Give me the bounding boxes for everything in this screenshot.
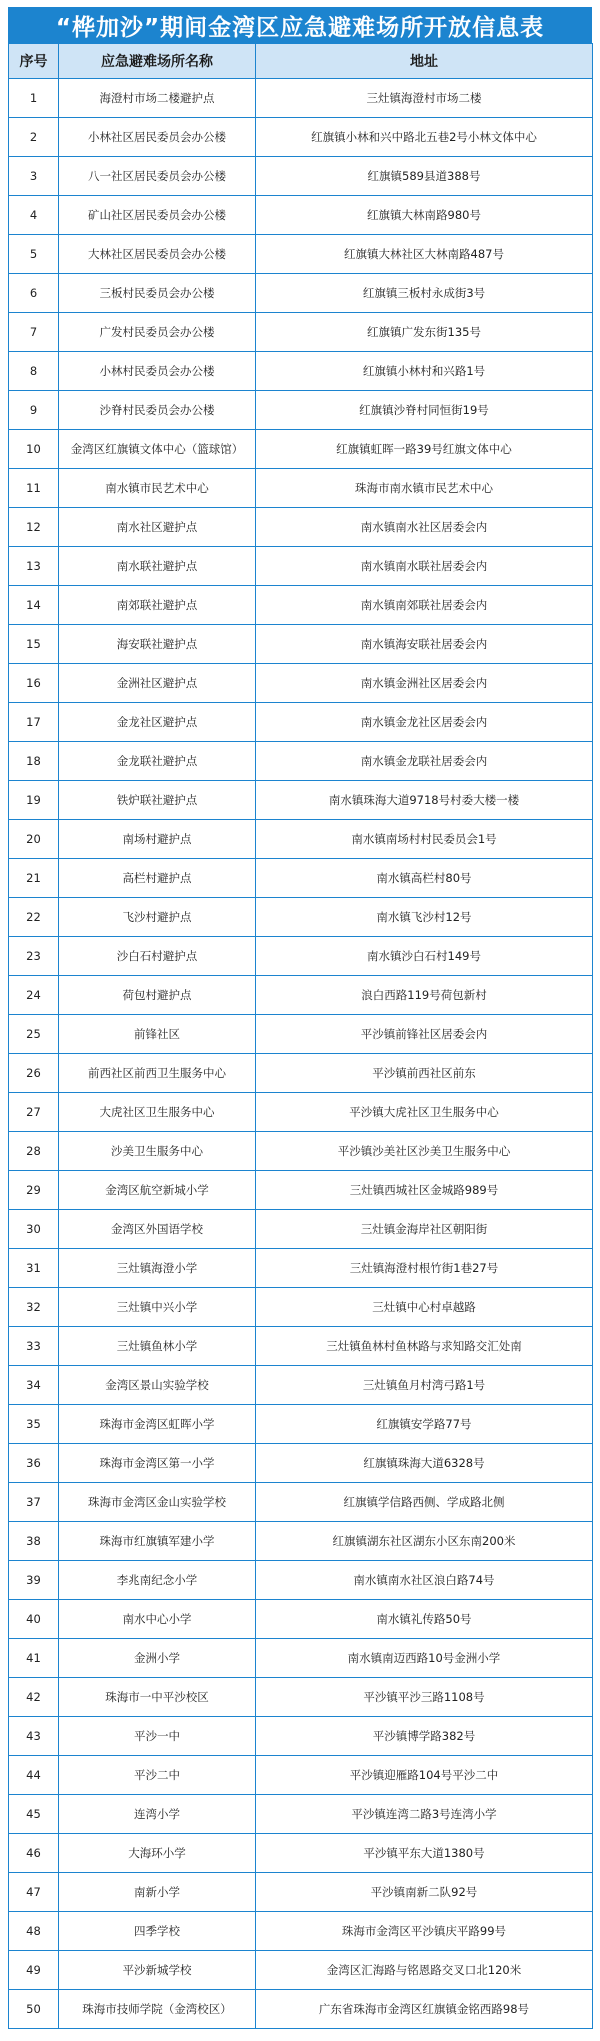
row-number: 45: [9, 1795, 59, 1834]
table-row: [9, 235, 593, 274]
table-row: [9, 469, 593, 508]
table-row: [9, 664, 593, 703]
shelter-name: 珠海市金湾区第一小学: [59, 1444, 256, 1483]
shelter-address: 红旗镇沙脊村同恒街19号: [256, 391, 593, 430]
row-number: 42: [9, 1678, 59, 1717]
shelter-name: 矿山社区居民委员会办公楼: [59, 196, 256, 235]
shelter-address: 红旗镇大林南路980号: [256, 196, 593, 235]
row-number: 49: [9, 1951, 59, 1990]
table-row: [9, 742, 593, 781]
shelter-address: 南水镇沙白石村149号: [256, 937, 593, 976]
shelter-address: 南水镇南水联社居委会内: [256, 547, 593, 586]
shelter-address: 红旗镇广发东街135号: [256, 313, 593, 352]
shelter-address: 南水镇海安联社居委会内: [256, 625, 593, 664]
shelter-name: 连湾小学: [59, 1795, 256, 1834]
table-header-row: [9, 44, 593, 79]
shelter-address: 红旗镇虹晖一路39号红旗文体中心: [256, 430, 593, 469]
shelter-address: 平沙镇南新二队92号: [256, 1873, 593, 1912]
row-number: 24: [9, 976, 59, 1015]
shelter-address: 平沙镇连湾二路3号连湾小学: [256, 1795, 593, 1834]
table-row: [9, 547, 593, 586]
shelter-name: 李兆南纪念小学: [59, 1561, 256, 1600]
shelter-name: 沙白石村避护点: [59, 937, 256, 976]
shelter-address: 红旗镇小林村和兴路1号: [256, 352, 593, 391]
row-number: 16: [9, 664, 59, 703]
row-number: 14: [9, 586, 59, 625]
table-row: [9, 1015, 593, 1054]
row-number: 46: [9, 1834, 59, 1873]
shelter-name: 高栏村避护点: [59, 859, 256, 898]
row-number: 3: [9, 157, 59, 196]
table-row: [9, 1795, 593, 1834]
shelter-name: 前锋社区: [59, 1015, 256, 1054]
row-number: 30: [9, 1210, 59, 1249]
table-row: [9, 1561, 593, 1600]
shelter-name: 南郊联社避护点: [59, 586, 256, 625]
table-row: [9, 1132, 593, 1171]
table-row: [9, 820, 593, 859]
row-number: 27: [9, 1093, 59, 1132]
row-number: 1: [9, 79, 59, 118]
table-row: [9, 1366, 593, 1405]
table-row: [9, 1288, 593, 1327]
row-number: 35: [9, 1405, 59, 1444]
row-number: 2: [9, 118, 59, 157]
row-number: 12: [9, 508, 59, 547]
shelter-name: 珠海市金湾区金山实验学校: [59, 1483, 256, 1522]
shelter-name: 飞沙村避护点: [59, 898, 256, 937]
shelter-name: 金龙社区避护点: [59, 703, 256, 742]
shelter-address: 三灶镇鱼林村鱼林路与求知路交汇处南: [256, 1327, 593, 1366]
shelter-name: 南水镇市民艺术中心: [59, 469, 256, 508]
row-number: 22: [9, 898, 59, 937]
shelter-name: 三灶镇中兴小学: [59, 1288, 256, 1327]
table-row: [9, 352, 593, 391]
table-body: [9, 79, 593, 2029]
row-number: 5: [9, 235, 59, 274]
shelter-name: 金洲社区避护点: [59, 664, 256, 703]
shelter-name: 南新小学: [59, 1873, 256, 1912]
table-row: [9, 1912, 593, 1951]
table-row: [9, 1054, 593, 1093]
table-row: [9, 1678, 593, 1717]
table-row: [9, 196, 593, 235]
row-number: 28: [9, 1132, 59, 1171]
table-row: [9, 157, 593, 196]
shelter-name: 南水中心小学: [59, 1600, 256, 1639]
table-row: [9, 1951, 593, 1990]
row-number: 23: [9, 937, 59, 976]
table-row: [9, 1873, 593, 1912]
shelter-address: 平沙镇平沙三路1108号: [256, 1678, 593, 1717]
shelter-address: 平沙镇前锋社区居委会内: [256, 1015, 593, 1054]
row-number: 41: [9, 1639, 59, 1678]
shelter-name: 三灶镇海澄小学: [59, 1249, 256, 1288]
shelter-address: 红旗镇大林社区大林南路487号: [256, 235, 593, 274]
shelter-address: 平沙镇平东大道1380号: [256, 1834, 593, 1873]
table-row: [9, 1834, 593, 1873]
shelter-address: 南水镇珠海大道9718号村委大楼一楼: [256, 781, 593, 820]
shelter-address: 南水镇南水社区浪白路74号: [256, 1561, 593, 1600]
shelter-address: 三灶镇鱼月村湾弓路1号: [256, 1366, 593, 1405]
shelter-address: 南水镇金洲社区居委会内: [256, 664, 593, 703]
row-number: 17: [9, 703, 59, 742]
shelter-name: 广发村民委员会办公楼: [59, 313, 256, 352]
shelter-address: 红旗镇学信路西侧、学成路北侧: [256, 1483, 593, 1522]
shelter-address: 平沙镇沙美社区沙美卫生服务中心: [256, 1132, 593, 1171]
shelter-name: 金湾区航空新城小学: [59, 1171, 256, 1210]
table-row: [9, 625, 593, 664]
shelter-name: 南水社区避护点: [59, 508, 256, 547]
row-number: 4: [9, 196, 59, 235]
table-row: [9, 79, 593, 118]
shelter-name: 海安联社避护点: [59, 625, 256, 664]
table-row: [9, 1483, 593, 1522]
table-row: [9, 586, 593, 625]
row-number: 9: [9, 391, 59, 430]
shelter-address: 三灶镇金海岸社区朝阳街: [256, 1210, 593, 1249]
shelter-address: 南水镇南郊联社居委会内: [256, 586, 593, 625]
table-row: [9, 274, 593, 313]
table-row: [9, 1522, 593, 1561]
row-number: 6: [9, 274, 59, 313]
table-row: [9, 1405, 593, 1444]
shelter-name: 金湾区景山实验学校: [59, 1366, 256, 1405]
row-number: 43: [9, 1717, 59, 1756]
shelter-name: 前西社区前西卫生服务中心: [59, 1054, 256, 1093]
page-title: “桦加沙”期间金湾区应急避难场所开放信息表: [8, 7, 592, 43]
row-number: 40: [9, 1600, 59, 1639]
row-number: 31: [9, 1249, 59, 1288]
row-number: 19: [9, 781, 59, 820]
shelter-name: 珠海市技师学院（金湾校区）: [59, 1990, 256, 2029]
shelter-address: 平沙镇大虎社区卫生服务中心: [256, 1093, 593, 1132]
table-row: [9, 391, 593, 430]
shelter-name: 铁炉联社避护点: [59, 781, 256, 820]
row-number: 44: [9, 1756, 59, 1795]
shelter-address: 平沙镇前西社区前东: [256, 1054, 593, 1093]
table-row: [9, 976, 593, 1015]
shelter-address: 红旗镇589县道388号: [256, 157, 593, 196]
shelter-name: 沙脊村民委员会办公楼: [59, 391, 256, 430]
row-number: 32: [9, 1288, 59, 1327]
shelter-address: 珠海市金湾区平沙镇庆平路99号: [256, 1912, 593, 1951]
table-row: [9, 781, 593, 820]
shelter-name: 平沙二中: [59, 1756, 256, 1795]
shelter-address: 平沙镇迎雁路104号平沙二中: [256, 1756, 593, 1795]
shelter-name: 金湾区外国语学校: [59, 1210, 256, 1249]
shelter-address: 红旗镇三板村永成街3号: [256, 274, 593, 313]
shelter-address: 南水镇飞沙村12号: [256, 898, 593, 937]
shelter-name: 八一社区居民委员会办公楼: [59, 157, 256, 196]
shelter-address: 南水镇金龙社区居委会内: [256, 703, 593, 742]
shelter-name: 珠海市金湾区虹晖小学: [59, 1405, 256, 1444]
table-row: [9, 1717, 593, 1756]
shelter-name: 珠海市一中平沙校区: [59, 1678, 256, 1717]
shelter-address: 红旗镇安学路77号: [256, 1405, 593, 1444]
shelter-address: 南水镇高栏村80号: [256, 859, 593, 898]
table-row: [9, 508, 593, 547]
row-number: 33: [9, 1327, 59, 1366]
table-row: [9, 703, 593, 742]
row-number: 25: [9, 1015, 59, 1054]
row-number: 21: [9, 859, 59, 898]
row-number: 13: [9, 547, 59, 586]
row-number: 15: [9, 625, 59, 664]
shelter-address: 三灶镇海澄村市场二楼: [256, 79, 593, 118]
row-number: 8: [9, 352, 59, 391]
shelter-address: 南水镇南迈西路10号金洲小学: [256, 1639, 593, 1678]
shelter-name: 小林村民委员会办公楼: [59, 352, 256, 391]
table-row: [9, 937, 593, 976]
table-row: [9, 1093, 593, 1132]
shelter-name: 南水联社避护点: [59, 547, 256, 586]
table-row: [9, 118, 593, 157]
shelter-address: 南水镇金龙联社居委会内: [256, 742, 593, 781]
table-row: [9, 430, 593, 469]
shelter-name: 金洲小学: [59, 1639, 256, 1678]
shelter-name: 平沙新城学校: [59, 1951, 256, 1990]
shelter-address: 红旗镇珠海大道6328号: [256, 1444, 593, 1483]
header-no: 序号: [9, 44, 59, 79]
row-number: 39: [9, 1561, 59, 1600]
row-number: 47: [9, 1873, 59, 1912]
shelter-address: 平沙镇博学路382号: [256, 1717, 593, 1756]
table-row: [9, 898, 593, 937]
table-row: [9, 859, 593, 898]
shelter-name: 小林社区居民委员会办公楼: [59, 118, 256, 157]
shelter-name: 三板村民委员会办公楼: [59, 274, 256, 313]
shelter-name: 海澄村市场二楼避护点: [59, 79, 256, 118]
shelter-name: 大海环小学: [59, 1834, 256, 1873]
shelter-address: 南水镇南场村村民委员会1号: [256, 820, 593, 859]
table-row: [9, 1171, 593, 1210]
table-row: [9, 1444, 593, 1483]
shelter-address: 红旗镇小林和兴中路北五巷2号小林文体中心: [256, 118, 593, 157]
shelter-address: 金湾区汇海路与铭恩路交叉口北120米: [256, 1951, 593, 1990]
shelter-address: 南水镇礼传路50号: [256, 1600, 593, 1639]
row-number: 18: [9, 742, 59, 781]
shelter-name: 大虎社区卫生服务中心: [59, 1093, 256, 1132]
table-row: [9, 1990, 593, 2029]
row-number: 7: [9, 313, 59, 352]
row-number: 10: [9, 430, 59, 469]
table-row: [9, 1249, 593, 1288]
shelter-name: 金龙联社避护点: [59, 742, 256, 781]
header-address: 地址: [256, 44, 593, 79]
shelter-address: 三灶镇西城社区金城路989号: [256, 1171, 593, 1210]
shelter-address: 珠海市南水镇市民艺术中心: [256, 469, 593, 508]
table-row: [9, 1327, 593, 1366]
shelter-name: 四季学校: [59, 1912, 256, 1951]
row-number: 36: [9, 1444, 59, 1483]
shelter-address: 南水镇南水社区居委会内: [256, 508, 593, 547]
table-row: [9, 313, 593, 352]
table-row: [9, 1600, 593, 1639]
shelter-name: 南场村避护点: [59, 820, 256, 859]
header-name: 应急避难场所名称: [59, 44, 256, 79]
shelter-address: 三灶镇海澄村根竹街1巷27号: [256, 1249, 593, 1288]
shelter-address: 三灶镇中心村卓越路: [256, 1288, 593, 1327]
table-row: [9, 1639, 593, 1678]
shelter-address: 浪白西路119号荷包新村: [256, 976, 593, 1015]
row-number: 29: [9, 1171, 59, 1210]
row-number: 48: [9, 1912, 59, 1951]
shelter-name: 荷包村避护点: [59, 976, 256, 1015]
shelter-name: 平沙一中: [59, 1717, 256, 1756]
table-row: [9, 1756, 593, 1795]
shelter-name: 珠海市红旗镇军建小学: [59, 1522, 256, 1561]
row-number: 20: [9, 820, 59, 859]
shelter-name: 大林社区居民委员会办公楼: [59, 235, 256, 274]
row-number: 50: [9, 1990, 59, 2029]
shelter-address: 广东省珠海市金湾区红旗镇金铭西路98号: [256, 1990, 593, 2029]
shelter-table: [8, 43, 593, 2029]
row-number: 26: [9, 1054, 59, 1093]
row-number: 37: [9, 1483, 59, 1522]
row-number: 34: [9, 1366, 59, 1405]
shelter-name: 金湾区红旗镇文体中心（篮球馆）: [59, 430, 256, 469]
row-number: 38: [9, 1522, 59, 1561]
row-number: 11: [9, 469, 59, 508]
shelter-name: 沙美卫生服务中心: [59, 1132, 256, 1171]
table-row: [9, 1210, 593, 1249]
shelter-name: 三灶镇鱼林小学: [59, 1327, 256, 1366]
shelter-address: 红旗镇湖东社区湖东小区东南200米: [256, 1522, 593, 1561]
